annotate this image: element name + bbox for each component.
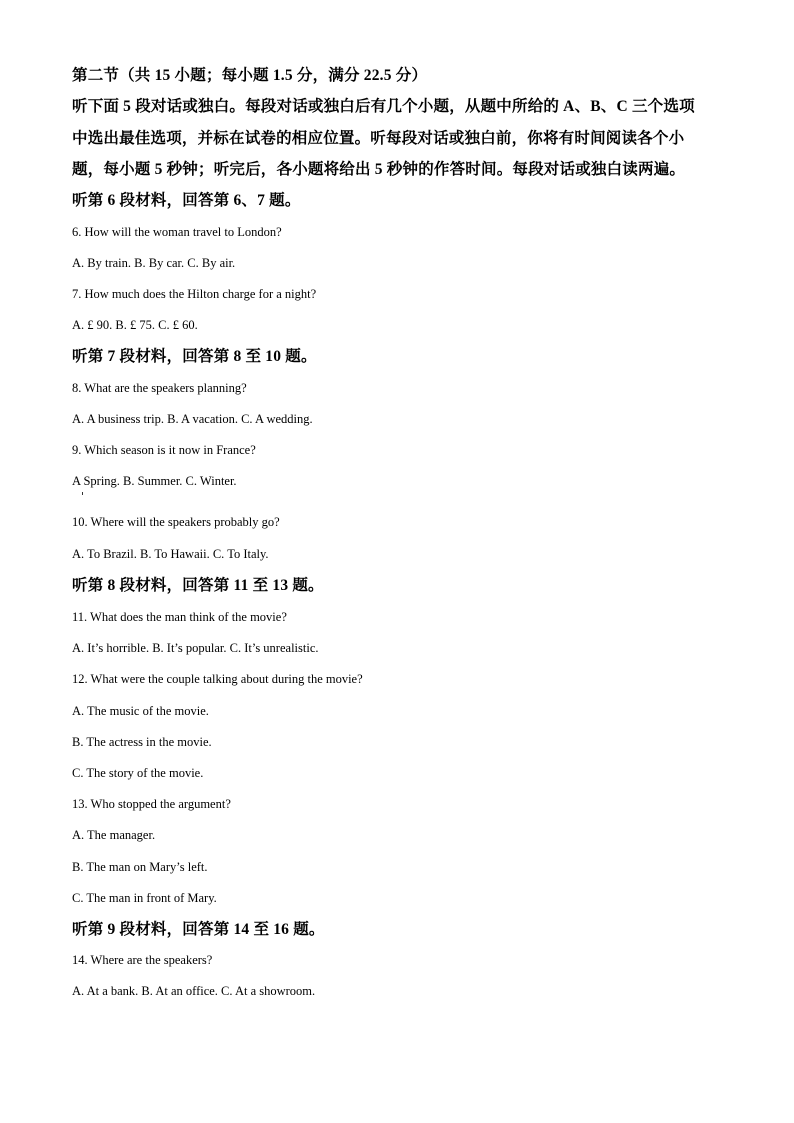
answer-options: A. To Brazil. B. To Hawaii. C. To Italy. xyxy=(72,547,269,561)
question: 12. What were the couple talking about during the movie? xyxy=(72,672,363,686)
question: 14. Where are the speakers? xyxy=(72,953,213,967)
group-heading: 听第 8 段材料，回答第 11 至 13 题。 xyxy=(72,577,324,594)
group-heading: 听第 9 段材料，回答第 14 至 16 题。 xyxy=(72,921,325,938)
answer-option: A. The manager. xyxy=(72,828,156,842)
question: 11. What does the man think of the movie? xyxy=(72,610,287,624)
answer-options: A. By train. B. By car. C. By air. xyxy=(72,256,236,270)
answer-options: A. £ 90. B. £ 75. C. £ 60. xyxy=(72,318,198,332)
section-header: 第二节（共 15 小题；每小题 1.5 分，满分 22.5 分） xyxy=(72,67,428,84)
question: 13. Who stopped the argument? xyxy=(72,797,231,811)
answer-options: A. At a bank. B. At an office. C. At a showroom. xyxy=(72,984,316,998)
group-heading: 听第 7 段材料，回答第 8 至 10 题。 xyxy=(72,348,317,365)
question: 6. How will the woman travel to London? xyxy=(72,225,282,239)
group-heading: 听第 6 段材料，回答第 6、7 题。 xyxy=(72,192,301,209)
instruction-line: 题，每小题 5 秒钟；听完后，各小题将给出 5 秒钟的作答时间。每段对话或独白读两遍。 xyxy=(72,161,686,178)
stray-mark xyxy=(82,492,83,495)
answer-option: B. The actress in the movie. xyxy=(72,735,212,749)
answer-option: B. The man on Mary’s left. xyxy=(72,860,208,874)
instruction-line: 中选出最佳选项，并标在试卷的相应位置。听每段对话或独白前，你将有时间阅读各个小 xyxy=(72,130,685,147)
question: 10. Where will the speakers probably go? xyxy=(72,515,280,529)
answer-option: A. The music of the movie. xyxy=(72,704,209,718)
answer-option: C. The story of the movie. xyxy=(72,766,204,780)
question: 8. What are the speakers planning? xyxy=(72,381,247,395)
question: 7. How much does the Hilton charge for a night? xyxy=(72,287,317,301)
question: 9. Which season is it now in France? xyxy=(72,443,256,457)
answer-options: A. A business trip. B. A vacation. C. A wedding. xyxy=(72,412,313,426)
answer-options: A Spring. B. Summer. C. Winter. xyxy=(72,474,237,488)
answer-option: C. The man in front of Mary. xyxy=(72,891,217,905)
instruction-line: 听下面 5 段对话或独白。每段对话或独白后有几个小题，从题中所给的 A、B、C 三个选项 xyxy=(72,98,695,115)
answer-options: A. It’s horrible. B. It’s popular. C. It’s unrealistic. xyxy=(72,641,319,655)
